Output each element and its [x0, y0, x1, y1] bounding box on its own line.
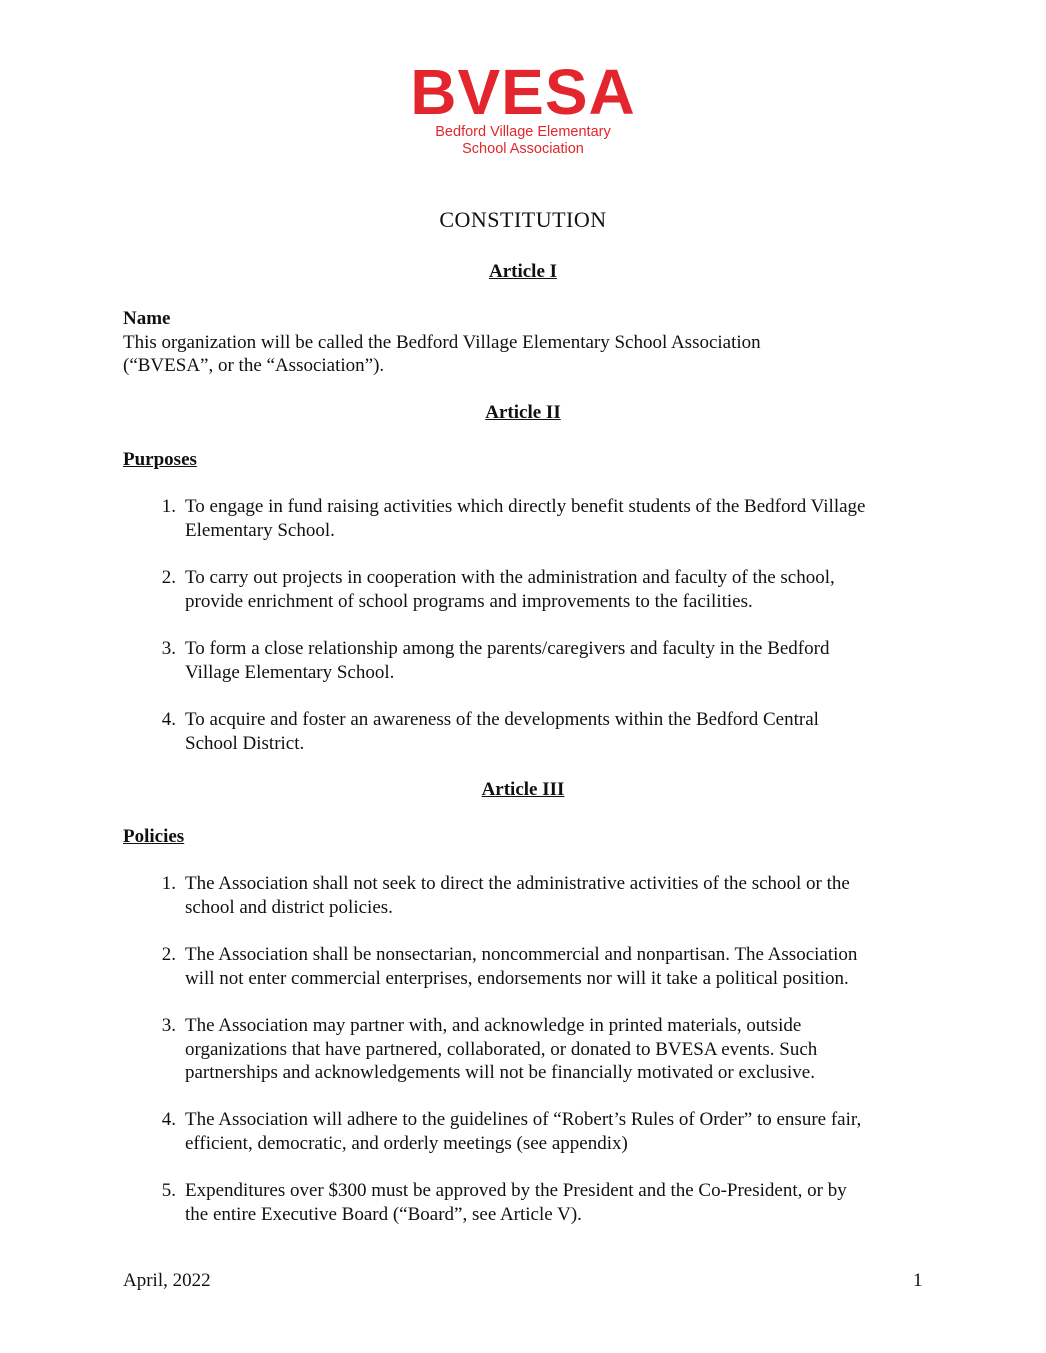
footer-date: April, 2022 [123, 1270, 211, 1291]
list-item-line: school and district policies. [185, 896, 393, 918]
list-item-line: To acquire and foster an awareness of the developments within the Bedford Central [185, 709, 819, 730]
article-1-label: Article I [488, 261, 558, 282]
logo-subtitle-line2: School Association [462, 141, 584, 157]
article-2-label: Article II [485, 402, 561, 423]
page-number: 1 [913, 1270, 923, 1291]
list-item-line: The Association shall not seek to direct the administrative activities of the school or the [185, 873, 850, 894]
list-number: 3. [161, 1015, 176, 1036]
list-item-line: efficient, democratic, and orderly meetings (see appendix) [185, 1132, 628, 1154]
list-item-line: provide enrichment of school programs and improvements to the facilities. [185, 590, 753, 612]
list-number: 2. [161, 567, 176, 588]
list-item-line: The Association shall be nonsectarian, noncommercial and nonpartisan. The Association [185, 944, 858, 965]
article-1-text-line-2: (“BVESA”, or the “Association”). [123, 355, 385, 376]
list-number: 1. [161, 873, 176, 894]
list-number: 3. [161, 638, 176, 659]
list-item-line: The Association may partner with, and acknowledge in printed materials, outside [185, 1015, 802, 1036]
list-number: 1. [161, 496, 176, 517]
list-item-line: The Association will adhere to the guidelines of “Robert’s Rules of Order” to ensure fair, [185, 1109, 862, 1130]
list-number: 5. [161, 1180, 176, 1201]
list-item-line: School District. [185, 732, 305, 754]
list-item-line: Village Elementary School. [185, 661, 395, 683]
list-item-line: To engage in fund raising activities which directly benefit students of the Bedford Village [185, 496, 866, 517]
list-number: 4. [161, 709, 176, 730]
logo-subtitle-line1: Bedford Village Elementary [435, 124, 611, 140]
article-1-text-line-1: This organization will be called the Bedford Village Elementary School Association [123, 332, 761, 353]
list-number: 2. [161, 944, 176, 965]
list-item-line: Elementary School. [185, 519, 335, 541]
article-1-heading: Name [123, 308, 171, 329]
list-number: 4. [161, 1109, 176, 1130]
article-2-heading: Purposes [123, 449, 197, 470]
list-item-line: organizations that have partnered, collaborated, or donated to BVESA events. Such [185, 1038, 818, 1060]
document-title: CONSTITUTION [439, 207, 607, 232]
list-item-line: Expenditures over $300 must be approved by the President and the Co-President, or by [185, 1180, 847, 1201]
logo-wordmark: BVESA [410, 56, 636, 128]
bvesa-logo [380, 56, 666, 158]
list-item-line: To form a close relationship among the parents/caregivers and faculty in the Bedford [185, 638, 830, 659]
list-item-line: will not enter commercial enterprises, endorsements nor will it take a political position. [185, 967, 849, 989]
article-3-label: Article III [481, 779, 565, 800]
list-item-line: partnerships and acknowledgements will not be financially motivated or exclusive. [185, 1062, 815, 1083]
article-3-heading: Policies [123, 826, 185, 847]
list-item-line: the entire Executive Board (“Board”, see Article V). [185, 1203, 582, 1225]
list-item-line: To carry out projects in cooperation with the administration and faculty of the school, [185, 567, 835, 588]
